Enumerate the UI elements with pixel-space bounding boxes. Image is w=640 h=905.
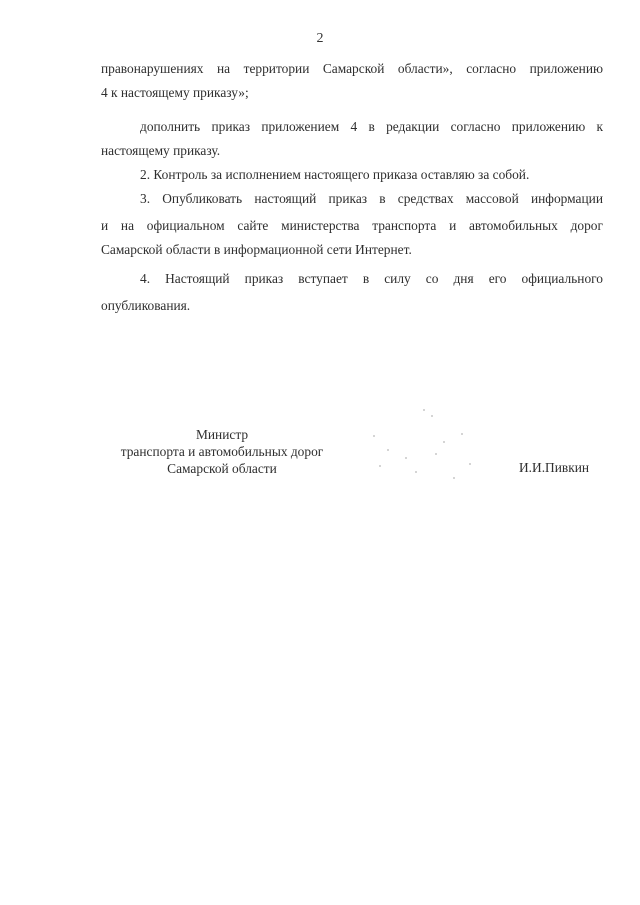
- paragraph-line: 3. Опубликовать настоящий приказ в средствах массовой информации: [140, 191, 603, 206]
- faint-stamp-mark: [365, 405, 485, 490]
- paragraph-line: и на официальном сайте министерства транспорта и автомобильных дорог: [101, 218, 603, 233]
- paragraph-line: Самарской области в информационной сети Интернет.: [101, 242, 412, 257]
- signatory-title: [96, 426, 348, 477]
- signatory-title-line: Министр: [195, 427, 249, 442]
- paragraph-line: 4 к настоящему приказу»;: [101, 85, 249, 100]
- page-number: 2: [316, 31, 324, 46]
- paragraph-line: опубликования.: [101, 298, 191, 313]
- paragraph-line: настоящему приказу.: [101, 143, 221, 158]
- paragraph-line: 4. Настоящий приказ вступает в силу со дня его официального: [140, 271, 603, 286]
- signatory-title-line: Самарской области: [167, 461, 277, 476]
- paragraph-line: правонарушениях на территории Самарской области», согласно приложению: [101, 61, 603, 76]
- paragraph-line: 2. Контроль за исполнением настоящего приказа оставляю за собой.: [140, 167, 530, 182]
- paragraph-line: дополнить приказ приложением 4 в редакции согласно приложению к: [140, 119, 603, 134]
- signatory-title-line: транспорта и автомобильных дорог: [120, 444, 324, 459]
- signatory-name: И.И.Пивкин: [519, 460, 590, 475]
